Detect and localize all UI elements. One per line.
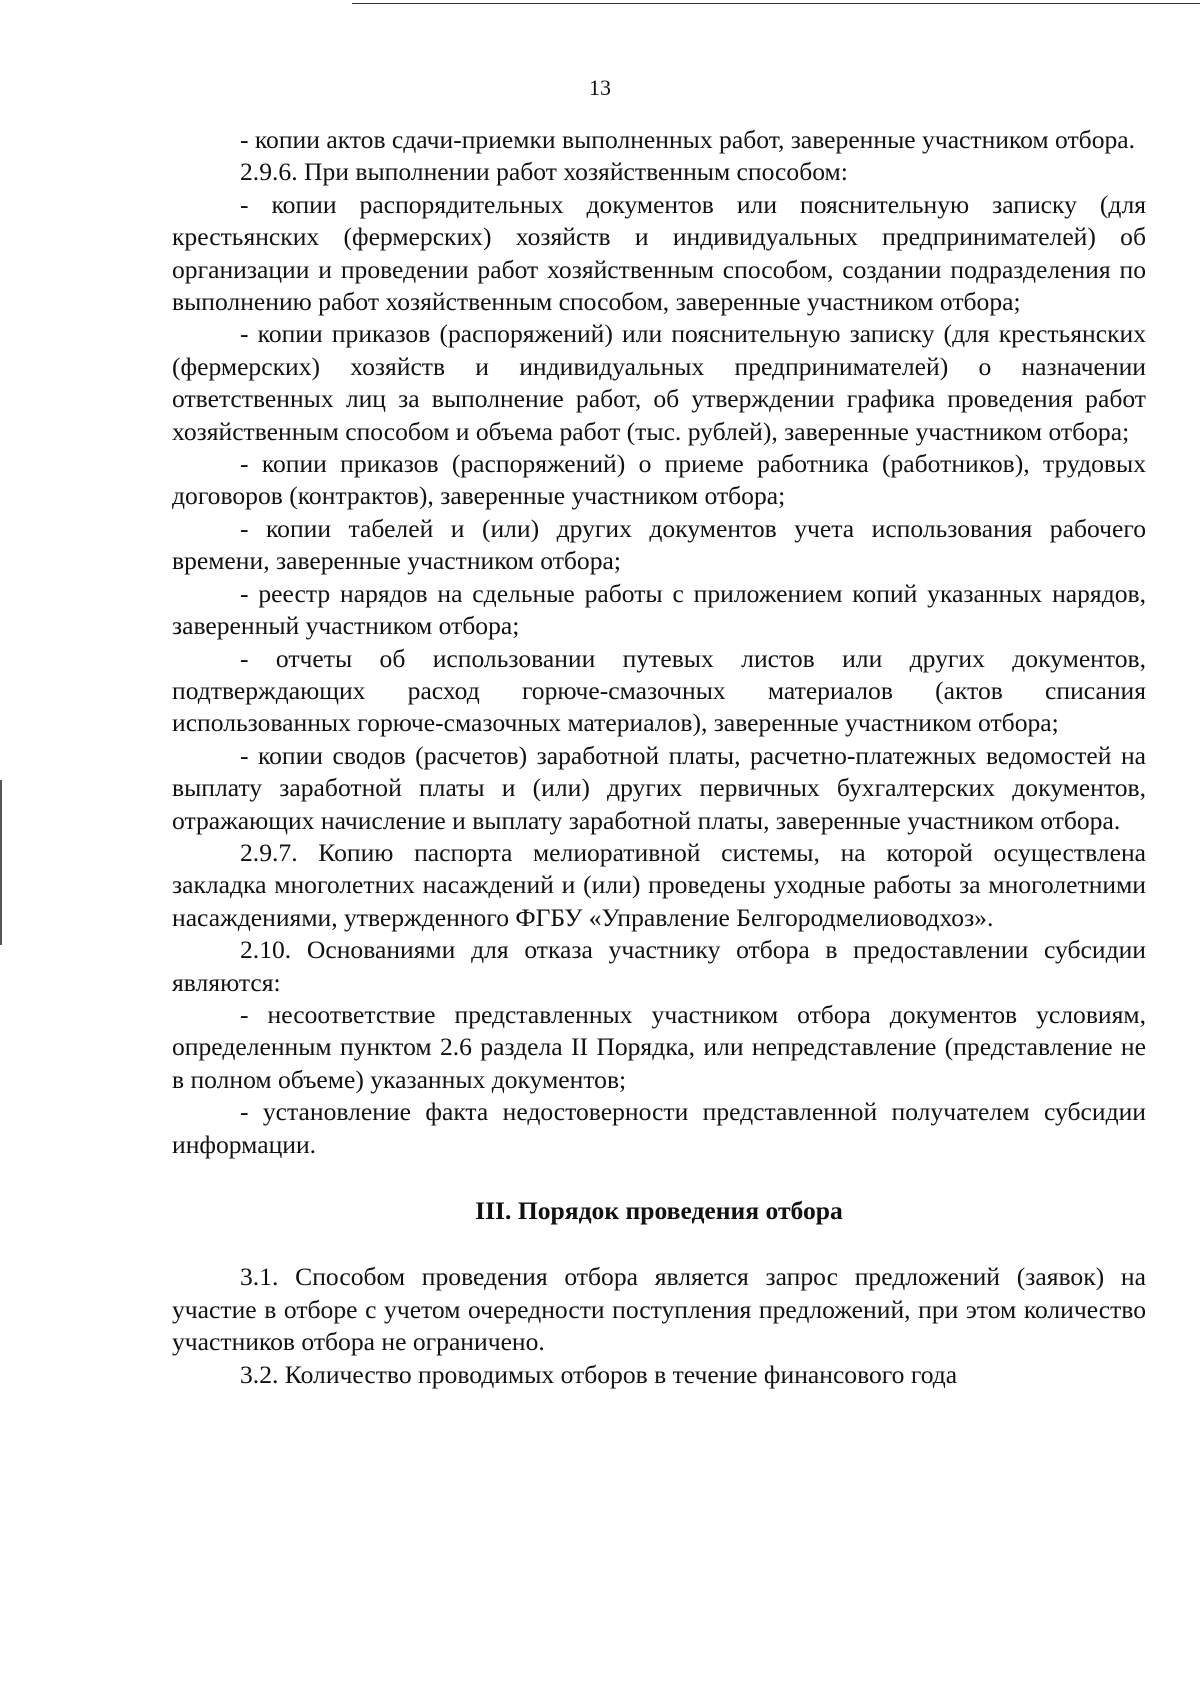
paragraph: 3.2. Количество проводимых отборов в течение финансового года	[240, 1359, 958, 1389]
section-heading: III. Порядок проведения отбора	[475, 1196, 843, 1225]
paragraph: - копии приказов (распоряжений) или пояснительную записку (для крестьянских (фермерских) хозяйств и индивидуальных предпринимателей) о назначении ответственных лиц за выполнение работ, об утверждении графика проведения работ хозяйственным способом и объема работ (тыс. рублей), заверенные участником отбора;	[172, 319, 1146, 446]
paragraph: 2.9.7. Копию паспорта мелиоративной системы, на которой осуществлена закладка многолетних насаждений и (или) проведены уходные работы за многолетними насаждениями, утвержденного ФГБУ «Управление Белгородмелиоводхоз».	[172, 837, 1146, 932]
document-body	[172, 124, 1146, 1391]
scan-border-line	[352, 3, 1200, 4]
paragraph: 3.1. Способом проведения отбора является запрос предложений (заявок) на участие в отборе с учетом очередности поступления предложений, при этом количество участников отбора не ограничено.	[172, 1262, 1146, 1357]
paragraph: - копии табелей и (или) других документов учета использования рабочего времени, заверенные участником отбора;	[172, 513, 1146, 576]
paragraph: 2.9.6. При выполнении работ хозяйственным способом:	[240, 157, 848, 187]
paragraph: - копии распорядительных документов или пояснительную записку (для крестьянских (фермерских) хозяйств и индивидуальных предпринимателей) об организации и проведении работ хозяйственным способом, создании подразделения по выполнению работ хозяйственным способом, заверенные участником отбора;	[172, 189, 1146, 317]
paragraph: - отчеты об использовании путевых листов или других документов, подтверждающих расход горюче-смазочных материалов (актов списания использованных горюче-смазочных материалов), заверенные участником отбора;	[172, 643, 1146, 738]
scan-edge-mark	[0, 780, 2, 945]
paragraph: - копии приказов (распоряжений) о приеме работника (работников), трудовых договоров (контрактов), заверенные участником отбора;	[172, 449, 1146, 511]
paragraph: - копии сводов (расчетов) заработной платы, расчетно-платежных ведомостей на выплату заработной платы и (или) других первичных бухгалтерских документов, отражающих начисление и выплату заработной платы, заверенные участником отбора.	[172, 740, 1146, 835]
paragraph: 2.10. Основаниями для отказа участнику отбора в предоставлении субсидии являются:	[172, 935, 1146, 997]
paragraph: - копии актов сдачи-приемки выполненных работ, заверенные участником отбора.	[240, 125, 1136, 154]
page-number: 13	[589, 75, 611, 100]
paragraph: - несоответствие представленных участником отбора документов условиям, определенным пунктом 2.6 раздела II Порядка, или непредставление (представление не в полном объеме) указанных документов;	[172, 999, 1146, 1094]
paragraph: - установление факта недостоверности представленной получателем субсидии информации.	[172, 1097, 1146, 1159]
paragraph: - реестр нарядов на сдельные работы с приложением копий указанных нарядов, заверенный участником отбора;	[172, 578, 1146, 641]
